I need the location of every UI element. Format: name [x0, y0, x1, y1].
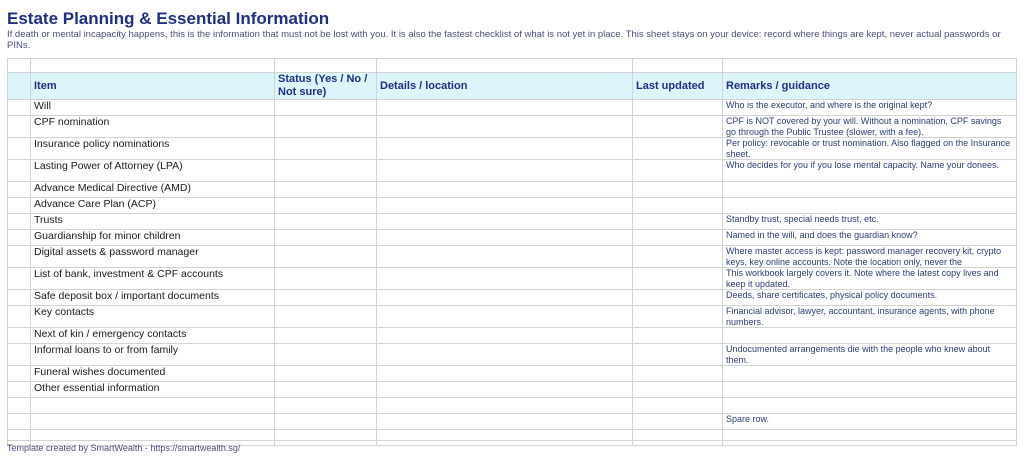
header-remarks[interactable]: Remarks / guidance [723, 73, 1017, 100]
details-cell[interactable] [377, 138, 633, 160]
item-cell[interactable]: Next of kin / emergency contacts [31, 328, 275, 344]
updated-cell[interactable] [633, 344, 723, 366]
header-details[interactable]: Details / location [377, 73, 633, 100]
updated-cell[interactable] [633, 230, 723, 246]
details-cell[interactable] [377, 366, 633, 382]
row-spacer-cell[interactable] [8, 214, 31, 230]
row-spacer-cell[interactable] [8, 268, 31, 290]
row-spacer-cell[interactable] [8, 290, 31, 306]
updated-cell[interactable] [633, 100, 723, 116]
table-row [8, 230, 1017, 246]
table-row [8, 138, 1017, 160]
footer-credit[interactable]: Template created by SmartWealth - https://smartwealth.sg/ [7, 443, 241, 453]
updated-cell[interactable] [633, 182, 723, 198]
item-cell[interactable]: Digital assets & password manager [31, 246, 275, 268]
row-spacer-cell[interactable] [8, 230, 31, 246]
header-status[interactable]: Status (Yes / No / Not sure) [275, 73, 377, 100]
item-cell[interactable]: Advance Medical Directive (AMD) [31, 182, 275, 198]
remark-cell[interactable] [723, 382, 1017, 398]
row-spacer-cell[interactable] [8, 328, 31, 344]
row-spacer-cell[interactable] [8, 100, 31, 116]
remark-cell[interactable]: Named in the will, and does the guardian know? [723, 230, 1017, 246]
table-row [8, 198, 1017, 214]
table-row [8, 100, 1017, 116]
table-row [8, 268, 1017, 290]
updated-cell[interactable] [633, 290, 723, 306]
details-cell[interactable] [377, 100, 633, 116]
status-cell[interactable] [275, 414, 377, 430]
row-spacer-cell[interactable] [8, 382, 31, 398]
table-row [8, 366, 1017, 382]
cell[interactable] [723, 59, 1017, 73]
item-cell[interactable]: Trusts [31, 214, 275, 230]
item-cell[interactable]: Other essential information [31, 382, 275, 398]
details-cell[interactable] [377, 414, 633, 430]
details-cell[interactable] [377, 198, 633, 214]
remark-cell[interactable] [723, 430, 1017, 446]
table-row [8, 382, 1017, 398]
remark-cell[interactable]: Who decides for you if you lose mental capacity. Name your donees. [723, 160, 1017, 182]
remark-cell[interactable]: Who is the executor, and where is the original kept? [723, 100, 1017, 116]
header-updated[interactable]: Last updated [633, 73, 723, 100]
details-cell[interactable] [377, 328, 633, 344]
status-cell[interactable] [275, 290, 377, 306]
header-spacer[interactable] [8, 73, 31, 100]
updated-cell[interactable] [633, 198, 723, 214]
status-cell[interactable] [275, 100, 377, 116]
status-cell[interactable] [275, 344, 377, 366]
details-cell[interactable] [377, 306, 633, 328]
table-row [8, 398, 1017, 414]
remark-cell[interactable] [723, 398, 1017, 414]
remark-cell[interactable]: Per policy: revocable or trust nomination. Also flagged on the Insurance sheet. [723, 138, 1017, 160]
status-cell[interactable] [275, 382, 377, 398]
table-row [8, 290, 1017, 306]
remark-cell[interactable] [723, 366, 1017, 382]
item-cell[interactable]: Insurance policy nominations [31, 138, 275, 160]
updated-cell[interactable] [633, 366, 723, 382]
row-spacer-cell[interactable] [8, 306, 31, 328]
remark-cell[interactable]: CPF is NOT covered by your will. Without a nomination, CPF savings go through the Public Trustee (slower, with a fee). [723, 116, 1017, 138]
row-spacer-cell[interactable] [8, 414, 31, 430]
remark-cell[interactable]: This workbook largely covers it. Note where the latest copy lives and keep it updated. [723, 268, 1017, 290]
item-cell[interactable]: Funeral wishes documented [31, 366, 275, 382]
header-row [8, 73, 1017, 100]
status-cell[interactable] [275, 138, 377, 160]
cell[interactable] [377, 59, 633, 73]
status-cell[interactable] [275, 214, 377, 230]
status-cell[interactable] [275, 366, 377, 382]
cell[interactable] [8, 59, 31, 73]
table-row [8, 328, 1017, 344]
row-spacer-cell[interactable] [8, 182, 31, 198]
item-cell[interactable] [31, 414, 275, 430]
updated-cell[interactable] [633, 398, 723, 414]
remark-cell[interactable]: Standby trust, special needs trust, etc. [723, 214, 1017, 230]
footer-divider [7, 440, 1016, 441]
updated-cell[interactable] [633, 246, 723, 268]
remark-cell[interactable]: Deeds, share certificates, physical policy documents. [723, 290, 1017, 306]
item-cell[interactable]: Guardianship for minor children [31, 230, 275, 246]
row-spacer-cell[interactable] [8, 160, 31, 182]
details-cell[interactable] [377, 246, 633, 268]
status-cell[interactable] [275, 116, 377, 138]
table-row [8, 182, 1017, 198]
table-row [8, 414, 1017, 430]
details-cell[interactable] [377, 116, 633, 138]
updated-cell[interactable] [633, 382, 723, 398]
status-cell[interactable] [275, 328, 377, 344]
sheet-intro[interactable]: If death or mental incapacity happens, this is the information that must not be lost with you. It is also the fastest checklist of what is not yet in place. This sheet stays on your device: record where things are kept, never actual passwords or PINs. [7, 29, 1001, 51]
row-spacer-cell[interactable] [8, 398, 31, 414]
details-cell[interactable] [377, 160, 633, 182]
header-item[interactable]: Item [31, 73, 275, 100]
remark-cell[interactable] [723, 198, 1017, 214]
updated-cell[interactable] [633, 138, 723, 160]
status-cell[interactable] [275, 246, 377, 268]
updated-cell[interactable] [633, 414, 723, 430]
item-cell[interactable]: Informal loans to or from family [31, 344, 275, 366]
table-row [8, 246, 1017, 268]
details-cell[interactable] [377, 398, 633, 414]
status-cell[interactable] [275, 230, 377, 246]
cell[interactable] [275, 59, 377, 73]
remark-cell[interactable]: Where master access is kept: password manager recovery kit, crypto keys, key online accounts. Note the location only, never the [723, 246, 1017, 268]
table-row [8, 344, 1017, 366]
row-spacer-cell[interactable] [8, 198, 31, 214]
remark-cell[interactable] [723, 182, 1017, 198]
blank-row [8, 59, 1017, 73]
status-cell[interactable] [275, 182, 377, 198]
updated-cell[interactable] [633, 116, 723, 138]
item-cell[interactable]: Safe deposit box / important documents [31, 290, 275, 306]
details-cell[interactable] [377, 214, 633, 230]
status-cell[interactable] [275, 398, 377, 414]
updated-cell[interactable] [633, 268, 723, 290]
updated-cell[interactable] [633, 214, 723, 230]
item-cell[interactable]: Will [31, 100, 275, 116]
table-row [8, 306, 1017, 328]
row-spacer-cell[interactable] [8, 116, 31, 138]
item-cell[interactable]: Key contacts [31, 306, 275, 328]
cell[interactable] [633, 59, 723, 73]
cell[interactable] [31, 59, 275, 73]
updated-cell[interactable] [633, 160, 723, 182]
status-cell[interactable] [275, 430, 377, 446]
remark-cell[interactable]: Undocumented arrangements die with the people who knew about them. [723, 344, 1017, 366]
item-cell[interactable]: Lasting Power of Attorney (LPA) [31, 160, 275, 182]
status-cell[interactable] [275, 268, 377, 290]
item-cell[interactable]: Advance Care Plan (ACP) [31, 198, 275, 214]
row-spacer-cell[interactable] [8, 138, 31, 160]
row-spacer-cell[interactable] [8, 246, 31, 268]
estate-table [7, 58, 1017, 446]
status-cell[interactable] [275, 306, 377, 328]
details-cell[interactable] [377, 344, 633, 366]
status-cell[interactable] [275, 160, 377, 182]
details-cell[interactable] [377, 290, 633, 306]
details-cell[interactable] [377, 268, 633, 290]
remark-cell[interactable]: Spare row. [723, 414, 1017, 430]
updated-cell[interactable] [633, 328, 723, 344]
table-row [8, 214, 1017, 230]
updated-cell[interactable] [633, 430, 723, 446]
table-row [8, 160, 1017, 182]
item-cell[interactable]: List of bank, investment & CPF accounts [31, 268, 275, 290]
status-cell[interactable] [275, 198, 377, 214]
remark-cell[interactable] [723, 328, 1017, 344]
remark-cell[interactable]: Financial advisor, lawyer, accountant, insurance agents, with phone numbers. [723, 306, 1017, 328]
updated-cell[interactable] [633, 306, 723, 328]
sheet-title[interactable]: Estate Planning & Essential Information [7, 9, 330, 28]
row-spacer-cell[interactable] [8, 366, 31, 382]
details-cell[interactable] [377, 430, 633, 446]
item-cell[interactable]: CPF nomination [31, 116, 275, 138]
row-spacer-cell[interactable] [8, 344, 31, 366]
details-cell[interactable] [377, 182, 633, 198]
table-row [8, 116, 1017, 138]
details-cell[interactable] [377, 382, 633, 398]
item-cell[interactable] [31, 398, 275, 414]
details-cell[interactable] [377, 230, 633, 246]
